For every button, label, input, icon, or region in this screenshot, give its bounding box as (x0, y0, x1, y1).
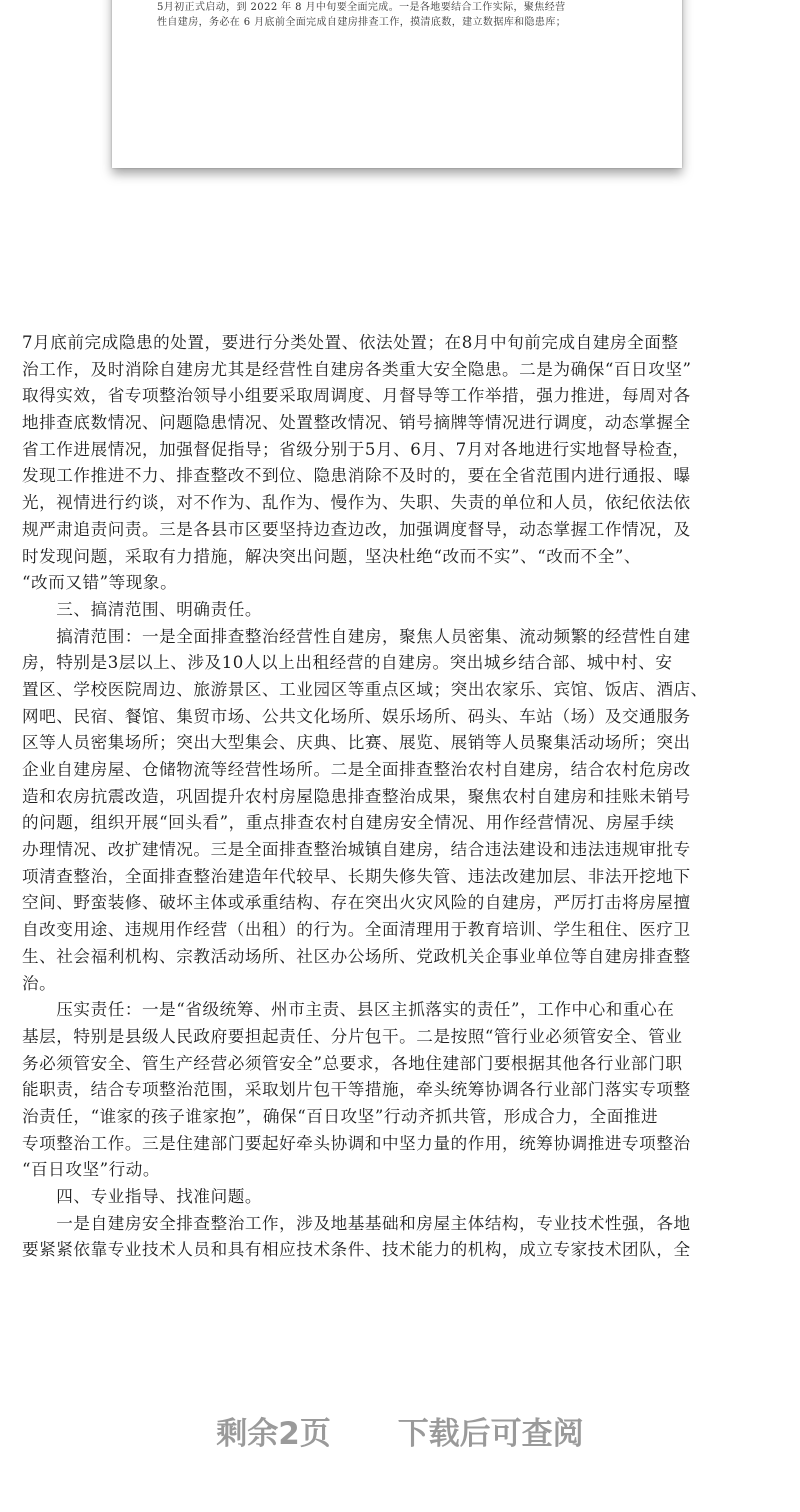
document-line: 地排查底数情况、问题隐患情况、处置整改情况、销号摘牌等情况进行调度，动态掌握全 (22, 413, 691, 433)
document-line: 自改变用途、违规用作经营（出租）的行为。全面清理用于教育培训、学生租住、医疗卫 (22, 920, 691, 940)
document-line: 压实责任：一是“省级统筹、州市主责、县区主抓落实的责任”，工作中心和重心在 (22, 1000, 675, 1020)
document-line: 生、社会福利机构、宗教活动场所、社区办公场所、党政机关企事业单位等自建房排查整 (22, 946, 691, 966)
document-line: 的问题，组织开展“回头看”，重点排查农村自建房安全情况、用作经营情况、房屋手续 (22, 813, 675, 833)
preview-line: 5月初正式启动，到 2022 年 8 月中旬要全面完成。一是各地要结合工作实际，聚焦经营 (157, 2, 566, 13)
document-line: 项清查整治，全面排查整治建造年代较早、长期失修失管、违法改建加层、非法开挖地下 (22, 866, 691, 886)
document-line: 专项整治工作。三是住建部门要起好牵头协调和中坚力量的作用，统筹协调推进专项整治 (22, 1133, 691, 1153)
document-line: 务必须管安全、管生产经营必须管安全”总要求，各地住建部门要根据其他各行业部门职 (22, 1053, 683, 1073)
document-line: 取得实效，省专项整治领导小组要采取周调度、月督导等工作举措，强力推进，每周对各 (22, 386, 691, 406)
document-line: 基层，特别是县级人民政府要担起责任、分片包干。二是按照“管行业必须管安全、管业 (22, 1026, 683, 1046)
document-line: 企业自建房屋、仓储物流等经营性场所。二是全面排查整治农村自建房，结合农村危房改 (22, 760, 691, 779)
document-line: 区等人员密集场所；突出大型集会、庆典、比赛、展览、展销等人员聚集活动场所；突出 (22, 733, 691, 753)
document-line: 能职责，结合专项整治范围，采取划片包干等措施，牵头统筹协调各行业部门落实专项整 (22, 1080, 691, 1100)
preview-page-card (112, 0, 682, 168)
document-line: 网吧、民宿、餐馆、集贸市场、公共文化场所、娱乐场所、码头、车站（场）及交通服务 (22, 706, 691, 726)
preview-page-text (157, 0, 647, 30)
document-line: 置区、学校医院周边、旅游景区、工业园区等重点区域；突出农家乐、宾馆、饭店、酒店、 (22, 679, 708, 699)
document-line: 要紧紧依靠专业技术人员和具有相应技术条件、技术能力的机构，成立专家技术团队，全 (22, 1240, 691, 1260)
document-line: “改而又错”等现象。 (22, 573, 178, 593)
document-line: 造和农房抗震改造，巩固提升农村房屋隐患排查整治成果，聚焦农村自建房和挂账未销号 (22, 786, 691, 806)
document-line: 治。 (22, 973, 57, 993)
document-line: 一是自建房安全排查整治工作，涉及地基基础和房屋主体结构，专业技术性强，各地 (22, 1213, 691, 1233)
document-line: 治责任，“谁家的孩子谁家抱”，确保“百日攻坚”行动齐抓共管，形成合力，全面推进 (22, 1106, 659, 1126)
document-line: 治工作，及时消除自建房尤其是经营性自建房各类重大安全隐患。二是为确保“百日攻坚” (22, 359, 692, 379)
document-line: 房，特别是3层以上、涉及10人以上出租经营的自建房。突出城乡结合部、城中村、安 (22, 653, 673, 673)
document-line: “百日攻坚”行动。 (22, 1160, 161, 1180)
document-line: 空间、野蛮装修、破坏主体或承重结构、存在突出火灾风险的自建房，严厉打击将房屋擅 (22, 893, 691, 913)
download-to-view-label[interactable]: 下载后可查阅 (397, 1416, 584, 1452)
document-line: 时发现问题，采取有力措施，解决突出问题，坚决杜绝“改而不实”、“改而不全”、 (22, 546, 642, 566)
document-line: 规严肃追责问责。三是各县市区要坚持边查边改，加强调度督导，动态掌握工作情况，及 (22, 519, 691, 539)
document-line: 搞清范围：一是全面排查整治经营性自建房，聚焦人员密集、流动频繁的经营性自建 (22, 626, 691, 646)
document-body (22, 330, 782, 1264)
document-line: 光，视情进行约谈，对不作为、乱作为、慢作为、失职、失责的单位和人员，依纪依法依 (22, 493, 691, 513)
document-line: 发现工作推进不力、排查整改不到位、隐患消除不及时的，要在全省范围内进行通报、曝 (22, 466, 691, 486)
document-line: 7月底前完成隐患的处置，要进行分类处置、依法处置；在8月中旬前完成自建房全面整 (22, 333, 679, 352)
document-line: 四、专业指导、找准问题。 (22, 1187, 263, 1206)
document-line: 省工作进展情况，加强督促指导；省级分别于5月、6月、7月对各地进行实地督导检查， (22, 439, 690, 459)
document-line: 三、搞清范围、明确责任。 (22, 599, 263, 619)
remaining-pages-banner[interactable] (0, 1408, 800, 1458)
preview-line: 性自建房，务必在 6 月底前全面完成自建房排查工作，摸清底数，建立数据库和隐患库； (157, 17, 567, 28)
remaining-pages-label: 剩余2页 (216, 1416, 331, 1452)
document-line: 办理情况、改扩建情况。三是全面排查整治城镇自建房，结合违法建设和违法违规审批专 (22, 840, 691, 860)
